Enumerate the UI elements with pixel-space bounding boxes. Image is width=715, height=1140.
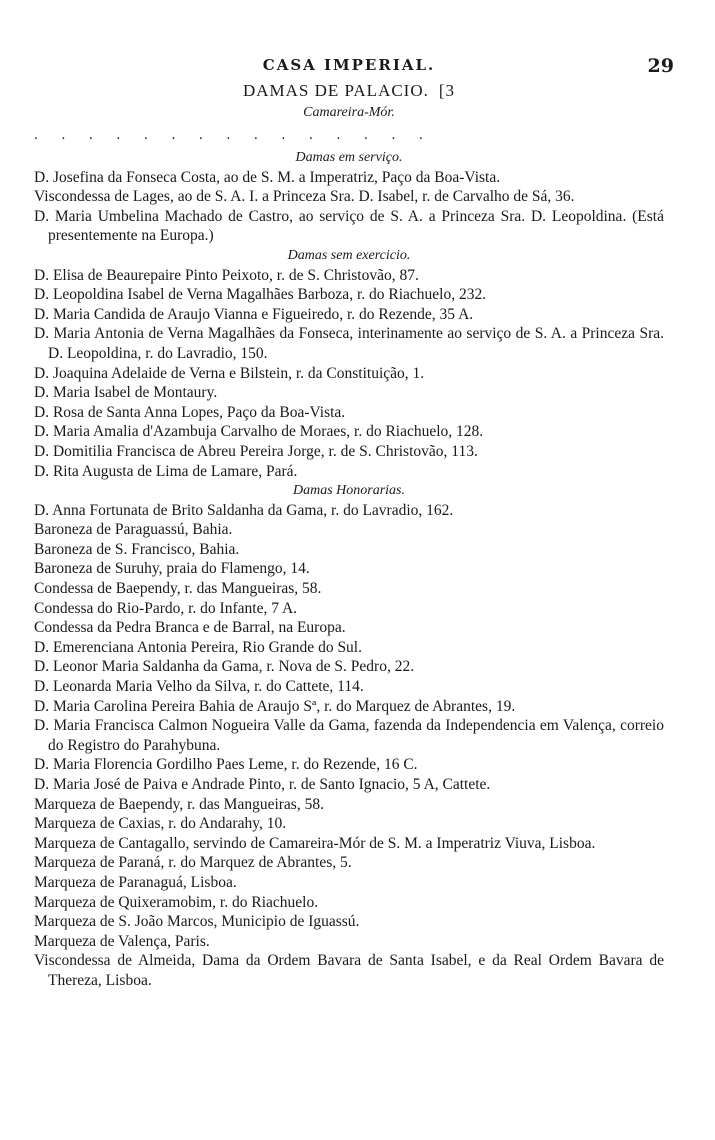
section-heading: Damas em serviço. [295,150,403,165]
list-entry: D. Emerenciana Antonia Pereira, Rio Grande do Sul. [34,638,362,656]
page-number: 29 [647,55,674,77]
list-entry: D. Rosa de Santa Anna Lopes, Paço da Boa-Vista. [34,403,346,421]
list-entry: D. Maria José de Paiva e Andrade Pinto, r. de Santo Ignacio, 5 A, Cattete. [34,776,491,793]
list-entry: Marqueza de S. João Marcos, Municipio de Iguassú. [34,913,360,931]
page-subtitle: Camareira-Mór. [303,105,395,120]
list-entry: Marqueza de Paraná, r. do Marquez de Abrantes, 5. [34,854,352,872]
list-entry: D. Maria Candida de Araujo Vianna e Figueiredo, r. do Rezende, 35 A. [34,305,474,323]
list-entry: D. Maria Isabel de Montaury. [34,384,218,402]
list-entry: Condessa do Rio-Pardo, r. do Infante, 7 A. [34,599,298,617]
list-entry: Viscondessa de Lages, ao de S. A. I. a Princeza Sra. D. Isabel, r. de Carvalho de Sá, 36. [34,188,575,206]
list-entry: D. Leonor Maria Saldanha da Gama, r. Nova de S. Pedro, 22. [34,658,415,676]
section-damas-em-servico [34,148,664,246]
list-entry: Baroneza de S. Francisco, Bahia. [34,540,240,558]
list-entry: Marqueza de Paranaguá, Lisboa. [34,873,237,891]
list-entry: D. Maria Florencia Gordilho Paes Leme, r. do Rezende, 16 C. [34,756,418,774]
list-entry: D. Anna Fortunata de Brito Saldanha da Gama, r. do Lavradio, 162. [34,501,454,519]
list-entry: Condessa de Baependy, r. das Mangueiras, 58. [34,580,322,598]
document-page [34,54,674,991]
list-entry: D. Domitilia Francisca de Abreu Pereira Jorge, r. de S. Christovão, 113. [34,442,478,460]
list-entry: D. Maria Antonia de Verna Magalhães da Fonseca, interinamente ao serviço de S. A. a Princeza Sra. D. Leopoldina, r. do Lavradio, 150. [34,325,664,362]
list-entry: D. Rita Augusta de Lima de Lamare, Pará. [34,462,298,480]
list-entry: Viscondessa de Almeida, Dama da Ordem Bavara de Santa Isabel, e da Real Ordem Bavara de Thereza, Lisboa. [34,952,664,989]
list-entry: D. Josefina da Fonseca Costa, ao de S. M. a Imperatriz, Paço da Boa-Vista. [34,168,501,186]
section-heading: Damas Honorarias. [292,483,405,499]
page-header [34,54,674,77]
page-title-row [34,79,664,103]
list-entry: D. Elisa de Beaurepaire Pinto Peixoto, r. de S. Christovão, 87. [34,266,419,284]
list-entry: D. Maria Amalia d'Azambuja Carvalho de Moraes, r. do Riachuelo, 128. [34,423,484,441]
list-entry: Condessa da Pedra Branca e de Barral, na Europa. [34,619,346,637]
list-entry: Marqueza de Valença, Paris. [34,932,210,950]
list-entry: D. Maria Umbelina Machado de Castro, ao serviço de S. A. a Princeza Sra. D. Leopoldina. (Está presentemente na Europa.) [34,207,664,245]
list-entry: Baroneza de Suruhy, praia do Flamengo, 14. [34,560,310,578]
page-title: DAMAS DE PALACIO. [242,81,429,100]
list-entry: D. Leopoldina Isabel de Verna Magalhães Barboza, r. do Riachuelo, 232. [34,286,487,304]
list-entry: Baroneza de Paraguassú, Bahia. [34,521,233,539]
elision-dots: . . . . . . . . . . . . . . . [34,127,433,143]
list-entry: D. Leonarda Maria Velho da Silva, r. do Cattete, 114. [34,678,364,696]
title-mark: [3 [438,81,456,100]
section-heading: Damas sem exercicio. [287,247,411,263]
section-damas-honorarias [34,481,664,990]
section-damas-sem-exercicio [34,246,664,481]
list-entry: Marqueza de Quixeramobim, r. do Riachuelo. [34,893,319,911]
list-entry: D. Joaquina Adelaide de Verna e Bilstein, r. da Constituição, 1. [34,364,425,382]
list-entry: D. Maria Carolina Pereira Bahia de Araujo Sª, r. do Marquez de Abrantes, 19. [34,697,516,715]
running-head: CASA IMPERIAL. [262,56,436,74]
list-entry: Marqueza de Baependy, r. das Mangueiras, 58. [34,795,324,813]
list-entry: D. Maria Francisca Calmon Nogueira Valle da Gama, fazenda da Independencia em Valença, correio do Registro do Parahybuna. [34,717,664,754]
list-entry: Marqueza de Caxias, r. do Andarahy, 10. [34,815,287,833]
list-entry: Marqueza de Cantagallo, servindo de Camareira-Mór de S. M. a Imperatriz Viuva, Lisboa. [34,834,596,852]
